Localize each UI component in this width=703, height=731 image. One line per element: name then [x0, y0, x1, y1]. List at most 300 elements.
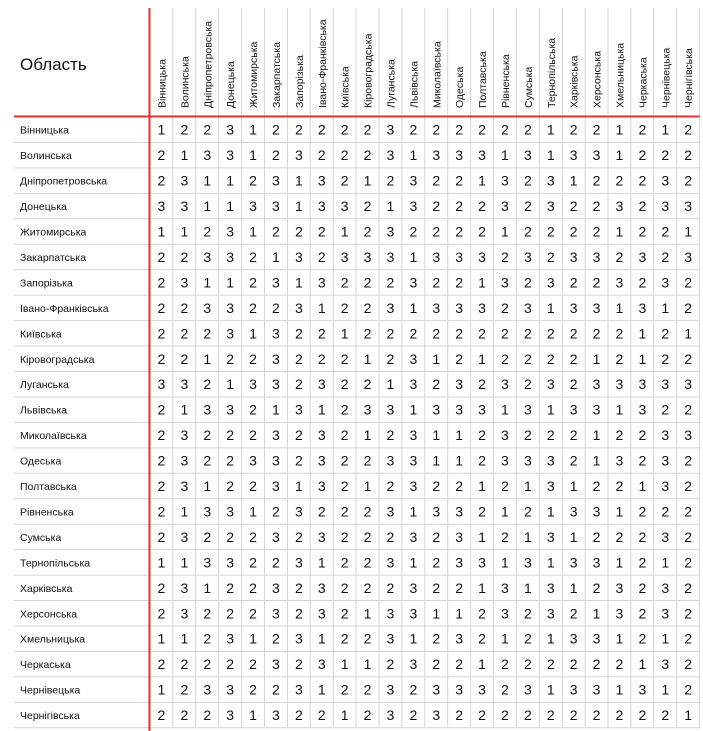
cell-value: 2 [157, 707, 166, 724]
cell-value: 3 [409, 350, 418, 367]
cell-value: 2 [661, 401, 670, 418]
cell-value: 2 [661, 223, 670, 240]
cell-value: 3 [455, 528, 464, 545]
cell-value: 3 [317, 198, 326, 215]
cell-value: 2 [592, 121, 601, 138]
cell-value: 2 [203, 605, 212, 622]
cell-value: 2 [432, 325, 441, 342]
column-header-label: Вінницька [156, 59, 169, 108]
cell-value: 1 [203, 478, 212, 495]
cell-value: 2 [684, 554, 693, 571]
cell-value: 3 [294, 630, 303, 647]
cell-value: 2 [340, 427, 349, 444]
cell-value: 2 [203, 427, 212, 444]
cell-value: 1 [592, 452, 601, 469]
cell-value: 2 [615, 528, 624, 545]
cell-value: 2 [661, 147, 670, 164]
cell-value: 1 [501, 554, 509, 571]
cell-value: 1 [203, 579, 212, 596]
cell-value: 3 [272, 579, 280, 596]
cell-value: 1 [340, 223, 349, 240]
cell-value: 2 [569, 350, 578, 367]
cell-value: 1 [501, 503, 509, 520]
cell-value: 3 [478, 681, 486, 698]
cell-value: 2 [501, 707, 509, 724]
cell-value: 3 [409, 198, 418, 215]
cell-value: 2 [432, 478, 441, 495]
cell-value: 2 [363, 630, 372, 647]
cell-value: 2 [592, 223, 601, 240]
row-label: Житомирська [20, 226, 87, 239]
cell-value: 1 [501, 147, 509, 164]
cell-value: 2 [569, 198, 578, 215]
cell-value: 1 [615, 299, 624, 316]
cell-value: 3 [592, 299, 601, 316]
cell-value: 3 [569, 299, 578, 316]
cell-value: 1 [180, 554, 189, 571]
cell-value: 1 [684, 707, 693, 724]
cell-value: 2 [478, 198, 486, 215]
cell-value: 2 [455, 656, 464, 673]
cell-value: 2 [455, 707, 464, 724]
cell-value: 3 [249, 452, 257, 469]
cell-value: 2 [272, 503, 280, 520]
row-label: Вінницька [20, 124, 69, 137]
cell-value: 1 [409, 503, 418, 520]
row-label: Донецька [20, 201, 67, 214]
row-label: Чернігівська [20, 710, 80, 723]
cell-value: 1 [203, 172, 212, 189]
row-label: Волинська [20, 150, 72, 163]
cell-value: 1 [638, 478, 647, 495]
cell-value: 2 [615, 350, 624, 367]
cell-value: 1 [523, 478, 532, 495]
cell-value: 2 [638, 121, 647, 138]
cell-value: 1 [226, 198, 235, 215]
cell-value: 2 [501, 681, 509, 698]
cell-value: 2 [684, 579, 693, 596]
cell-value: 2 [409, 121, 418, 138]
cell-value: 2 [478, 605, 486, 622]
cell-value: 2 [569, 656, 578, 673]
cell-value: 3 [592, 630, 601, 647]
cell-value: 3 [157, 198, 166, 215]
cell-value: 1 [386, 198, 395, 215]
cell-value: 2 [684, 172, 693, 189]
cell-value: 3 [203, 681, 212, 698]
cell-value: 3 [203, 248, 212, 265]
cell-value: 3 [501, 579, 509, 596]
cell-value: 1 [317, 401, 326, 418]
cell-value: 2 [294, 121, 303, 138]
cell-value: 2 [523, 605, 532, 622]
row-label: Дніпропетровська [20, 175, 108, 188]
cell-value: 2 [363, 121, 372, 138]
cell-value: 3 [478, 147, 486, 164]
cell-value: 1 [592, 427, 601, 444]
cell-value: 1 [180, 503, 189, 520]
cell-value: 1 [592, 350, 601, 367]
cell-value: 1 [523, 528, 532, 545]
cell-value: 3 [592, 503, 601, 520]
cell-value: 2 [317, 121, 326, 138]
cell-value: 3 [569, 681, 578, 698]
cell-value: 2 [386, 528, 395, 545]
cell-value: 2 [546, 427, 555, 444]
column-header-label: Житомирська [248, 41, 261, 108]
cell-value: 2 [523, 656, 532, 673]
cell-value: 1 [409, 299, 418, 316]
cell-value: 1 [157, 554, 166, 571]
cell-value: 2 [340, 274, 349, 291]
cell-value: 3 [638, 681, 647, 698]
cell-value: 2 [294, 376, 303, 393]
cell-value: 1 [226, 274, 235, 291]
row-label: Запорізька [20, 277, 73, 290]
cell-value: 2 [661, 350, 670, 367]
cell-value: 2 [386, 427, 395, 444]
cell-value: 1 [180, 223, 189, 240]
cell-value: 3 [386, 147, 395, 164]
cell-value: 2 [249, 248, 257, 265]
cell-value: 3 [180, 605, 189, 622]
cell-value: 3 [592, 376, 601, 393]
row-label: Київська [20, 328, 62, 341]
cell-value: 2 [272, 554, 280, 571]
cell-value: 2 [432, 376, 441, 393]
cell-value: 2 [340, 528, 349, 545]
cell-value: 2 [523, 223, 532, 240]
cell-value: 2 [546, 248, 555, 265]
cell-value: 2 [478, 376, 486, 393]
cell-value: 2 [340, 121, 349, 138]
cell-value: 2 [569, 376, 578, 393]
cell-value: 2 [501, 350, 509, 367]
cell-value: 1 [317, 630, 326, 647]
cell-value: 2 [432, 554, 441, 571]
cell-value: 3 [272, 452, 280, 469]
cell-value: 2 [569, 605, 578, 622]
cell-value: 2 [340, 503, 349, 520]
cell-value: 2 [684, 121, 693, 138]
cell-value: 3 [523, 299, 532, 316]
cell-value: 2 [226, 579, 235, 596]
cell-value: 2 [363, 707, 372, 724]
cell-value: 1 [317, 554, 326, 571]
cell-value: 3 [661, 656, 670, 673]
cell-value: 1 [638, 325, 647, 342]
cell-value: 3 [615, 605, 624, 622]
cell-value: 3 [684, 198, 693, 215]
cell-value: 3 [546, 528, 555, 545]
cell-value: 3 [661, 274, 670, 291]
cell-value: 2 [546, 223, 555, 240]
column-header-label: Івано-Франківська [316, 19, 329, 108]
cell-value: 2 [386, 350, 395, 367]
cell-value: 2 [478, 121, 486, 138]
cell-value: 2 [340, 376, 349, 393]
cell-value: 1 [684, 325, 693, 342]
cell-value: 3 [317, 579, 326, 596]
cell-value: 3 [569, 554, 578, 571]
cell-value: 1 [501, 223, 509, 240]
cell-value: 2 [249, 427, 257, 444]
cell-value: 3 [294, 147, 303, 164]
cell-value: 1 [363, 172, 372, 189]
cell-value: 2 [478, 223, 486, 240]
cell-value: 2 [432, 579, 441, 596]
cell-value: 2 [684, 681, 693, 698]
cell-value: 1 [157, 223, 166, 240]
cell-value: 1 [546, 299, 555, 316]
cell-value: 2 [569, 452, 578, 469]
cell-value: 2 [272, 121, 280, 138]
cell-value: 2 [317, 248, 326, 265]
cell-value: 1 [638, 350, 647, 367]
cell-value: 1 [157, 630, 166, 647]
cell-value: 3 [455, 147, 464, 164]
cell-value: 3 [340, 248, 349, 265]
cell-value: 2 [684, 630, 693, 647]
cell-value: 1 [523, 579, 532, 596]
cell-value: 2 [157, 478, 166, 495]
cell-value: 3 [592, 248, 601, 265]
cell-value: 1 [249, 707, 257, 724]
cell-value: 1 [317, 299, 326, 316]
column-header-label: Київська [339, 66, 352, 108]
cell-value: 2 [592, 707, 601, 724]
cell-value: 2 [317, 147, 326, 164]
cell-value: 2 [523, 172, 532, 189]
cell-value: 2 [203, 630, 212, 647]
row-label: Львівська [20, 404, 68, 417]
cell-value: 2 [363, 503, 372, 520]
cell-value: 2 [157, 528, 166, 545]
cell-value: 3 [272, 172, 280, 189]
cell-value: 2 [478, 325, 486, 342]
row-label: Одеська [20, 455, 62, 468]
cell-value: 2 [249, 299, 257, 316]
cell-value: 1 [661, 121, 670, 138]
cell-value: 2 [615, 656, 624, 673]
cell-value: 3 [249, 376, 257, 393]
cell-value: 3 [203, 147, 212, 164]
cell-value: 2 [272, 147, 280, 164]
cell-value: 2 [455, 274, 464, 291]
cell-value: 2 [684, 274, 693, 291]
cell-value: 3 [386, 503, 395, 520]
cell-value: 2 [569, 121, 578, 138]
cell-value: 2 [478, 427, 486, 444]
cell-value: 2 [363, 528, 372, 545]
column-header-label: Донецька [225, 61, 238, 108]
cell-value: 1 [294, 172, 303, 189]
cell-value: 2 [363, 681, 372, 698]
cell-value: 1 [363, 427, 372, 444]
cell-value: 3 [684, 376, 693, 393]
cell-value: 3 [317, 376, 326, 393]
cell-value: 2 [226, 605, 235, 622]
cell-value: 2 [638, 274, 647, 291]
cell-value: 1 [615, 401, 624, 418]
cell-value: 3 [272, 478, 280, 495]
cell-value: 2 [294, 223, 303, 240]
cell-value: 2 [546, 350, 555, 367]
cell-value: 3 [615, 274, 624, 291]
cell-value: 1 [249, 121, 257, 138]
cell-value: 2 [363, 274, 372, 291]
column-header-label: Рівненська [499, 54, 512, 108]
cell-value: 3 [386, 681, 395, 698]
cell-value: 2 [432, 198, 441, 215]
cell-value: 2 [203, 452, 212, 469]
cell-value: 2 [638, 579, 647, 596]
cell-value: 3 [409, 427, 418, 444]
cell-value: 3 [226, 248, 235, 265]
cell-value: 3 [661, 528, 670, 545]
cell-value: 1 [615, 147, 624, 164]
cell-value: 2 [432, 274, 441, 291]
cell-value: 3 [340, 198, 349, 215]
cell-value: 3 [592, 554, 601, 571]
cell-value: 2 [409, 707, 418, 724]
cell-value: 3 [661, 478, 670, 495]
column-header-label: Полтавська [477, 51, 490, 108]
cell-value: 3 [569, 630, 578, 647]
cell-value: 2 [363, 147, 372, 164]
cell-value: 3 [386, 248, 395, 265]
column-header-label: Чернігівська [683, 48, 696, 108]
cell-value: 1 [203, 274, 212, 291]
column-header-label: Луганська [385, 59, 398, 108]
cell-value: 2 [615, 478, 624, 495]
cell-value: 1 [249, 147, 257, 164]
cell-value: 3 [523, 147, 532, 164]
cell-value: 3 [455, 248, 464, 265]
cell-value: 2 [363, 579, 372, 596]
cell-value: 3 [409, 172, 418, 189]
cell-value: 1 [661, 299, 670, 316]
cell-value: 3 [363, 401, 372, 418]
cell-value: 2 [455, 350, 464, 367]
cell-value: 2 [501, 299, 509, 316]
cell-value: 3 [180, 478, 189, 495]
cell-value: 2 [546, 707, 555, 724]
cell-value: 3 [592, 681, 601, 698]
cell-value: 3 [569, 147, 578, 164]
cell-value: 3 [294, 299, 303, 316]
cell-value: 2 [294, 707, 303, 724]
cell-value: 3 [272, 198, 280, 215]
cell-value: 2 [203, 376, 212, 393]
cell-value: 1 [180, 147, 189, 164]
cell-value: 2 [157, 427, 166, 444]
row-label: Миколаївська [20, 430, 87, 443]
cell-value: 1 [455, 605, 464, 622]
cell-value: 1 [546, 401, 555, 418]
column-header-label: Черкаська [637, 57, 650, 108]
cell-value: 3 [592, 147, 601, 164]
row-label: Херсонська [20, 608, 78, 621]
cell-value: 2 [523, 274, 532, 291]
cell-value: 3 [455, 554, 464, 571]
cell-value: 1 [615, 121, 624, 138]
cell-value: 2 [684, 656, 693, 673]
cell-value: 2 [592, 172, 601, 189]
cell-value: 2 [157, 452, 166, 469]
cell-value: 2 [501, 528, 509, 545]
cell-value: 3 [615, 579, 624, 596]
cell-value: 3 [203, 554, 212, 571]
cell-value: 2 [157, 656, 166, 673]
cell-value: 3 [226, 147, 235, 164]
cell-value: 2 [386, 172, 395, 189]
cell-value: 3 [409, 528, 418, 545]
cell-value: 1 [478, 172, 486, 189]
column-header-label: Волинська [179, 56, 192, 108]
cell-value: 1 [272, 401, 280, 418]
cell-value: 2 [157, 401, 166, 418]
cell-value: 3 [661, 172, 670, 189]
cell-value: 3 [180, 274, 189, 291]
cell-value: 2 [203, 223, 212, 240]
row-label: Кіровоградська [20, 353, 95, 366]
cell-value: 2 [363, 376, 372, 393]
cell-value: 1 [272, 248, 280, 265]
cell-value: 2 [661, 503, 670, 520]
cell-value: 2 [386, 274, 395, 291]
cell-value: 3 [478, 401, 486, 418]
cell-value: 3 [432, 248, 441, 265]
cell-value: 2 [272, 223, 280, 240]
column-header-label: Львівська [408, 60, 421, 108]
cell-value: 2 [363, 325, 372, 342]
cell-value: 3 [409, 274, 418, 291]
cell-value: 3 [317, 528, 326, 545]
cell-value: 3 [180, 172, 189, 189]
cell-value: 1 [638, 656, 647, 673]
cell-value: 3 [226, 325, 235, 342]
cell-value: 2 [432, 121, 441, 138]
row-label: Полтавська [20, 481, 77, 494]
cell-value: 1 [409, 147, 418, 164]
cell-value: 2 [409, 223, 418, 240]
cell-value: 3 [546, 452, 555, 469]
row-label: Рівненська [20, 506, 74, 519]
cell-value: 2 [157, 248, 166, 265]
cell-value: 3 [661, 427, 670, 444]
cell-value: 2 [432, 172, 441, 189]
cell-value: 2 [638, 554, 647, 571]
cell-value: 3 [523, 401, 532, 418]
cell-value: 2 [340, 299, 349, 316]
cell-value: 2 [615, 707, 624, 724]
cell-value: 2 [569, 223, 578, 240]
cell-value: 3 [501, 274, 509, 291]
cell-value: 2 [386, 656, 395, 673]
cell-value: 1 [157, 681, 166, 698]
column-header-label: Харківська [568, 55, 581, 108]
cell-value: 3 [661, 376, 670, 393]
cell-value: 2 [638, 223, 647, 240]
cell-value: 3 [157, 376, 166, 393]
cell-value: 2 [157, 147, 166, 164]
cell-value: 2 [501, 121, 509, 138]
cell-value: 3 [226, 121, 235, 138]
cell-value: 2 [523, 325, 532, 342]
cell-value: 2 [523, 503, 532, 520]
cell-value: 1 [157, 121, 166, 138]
